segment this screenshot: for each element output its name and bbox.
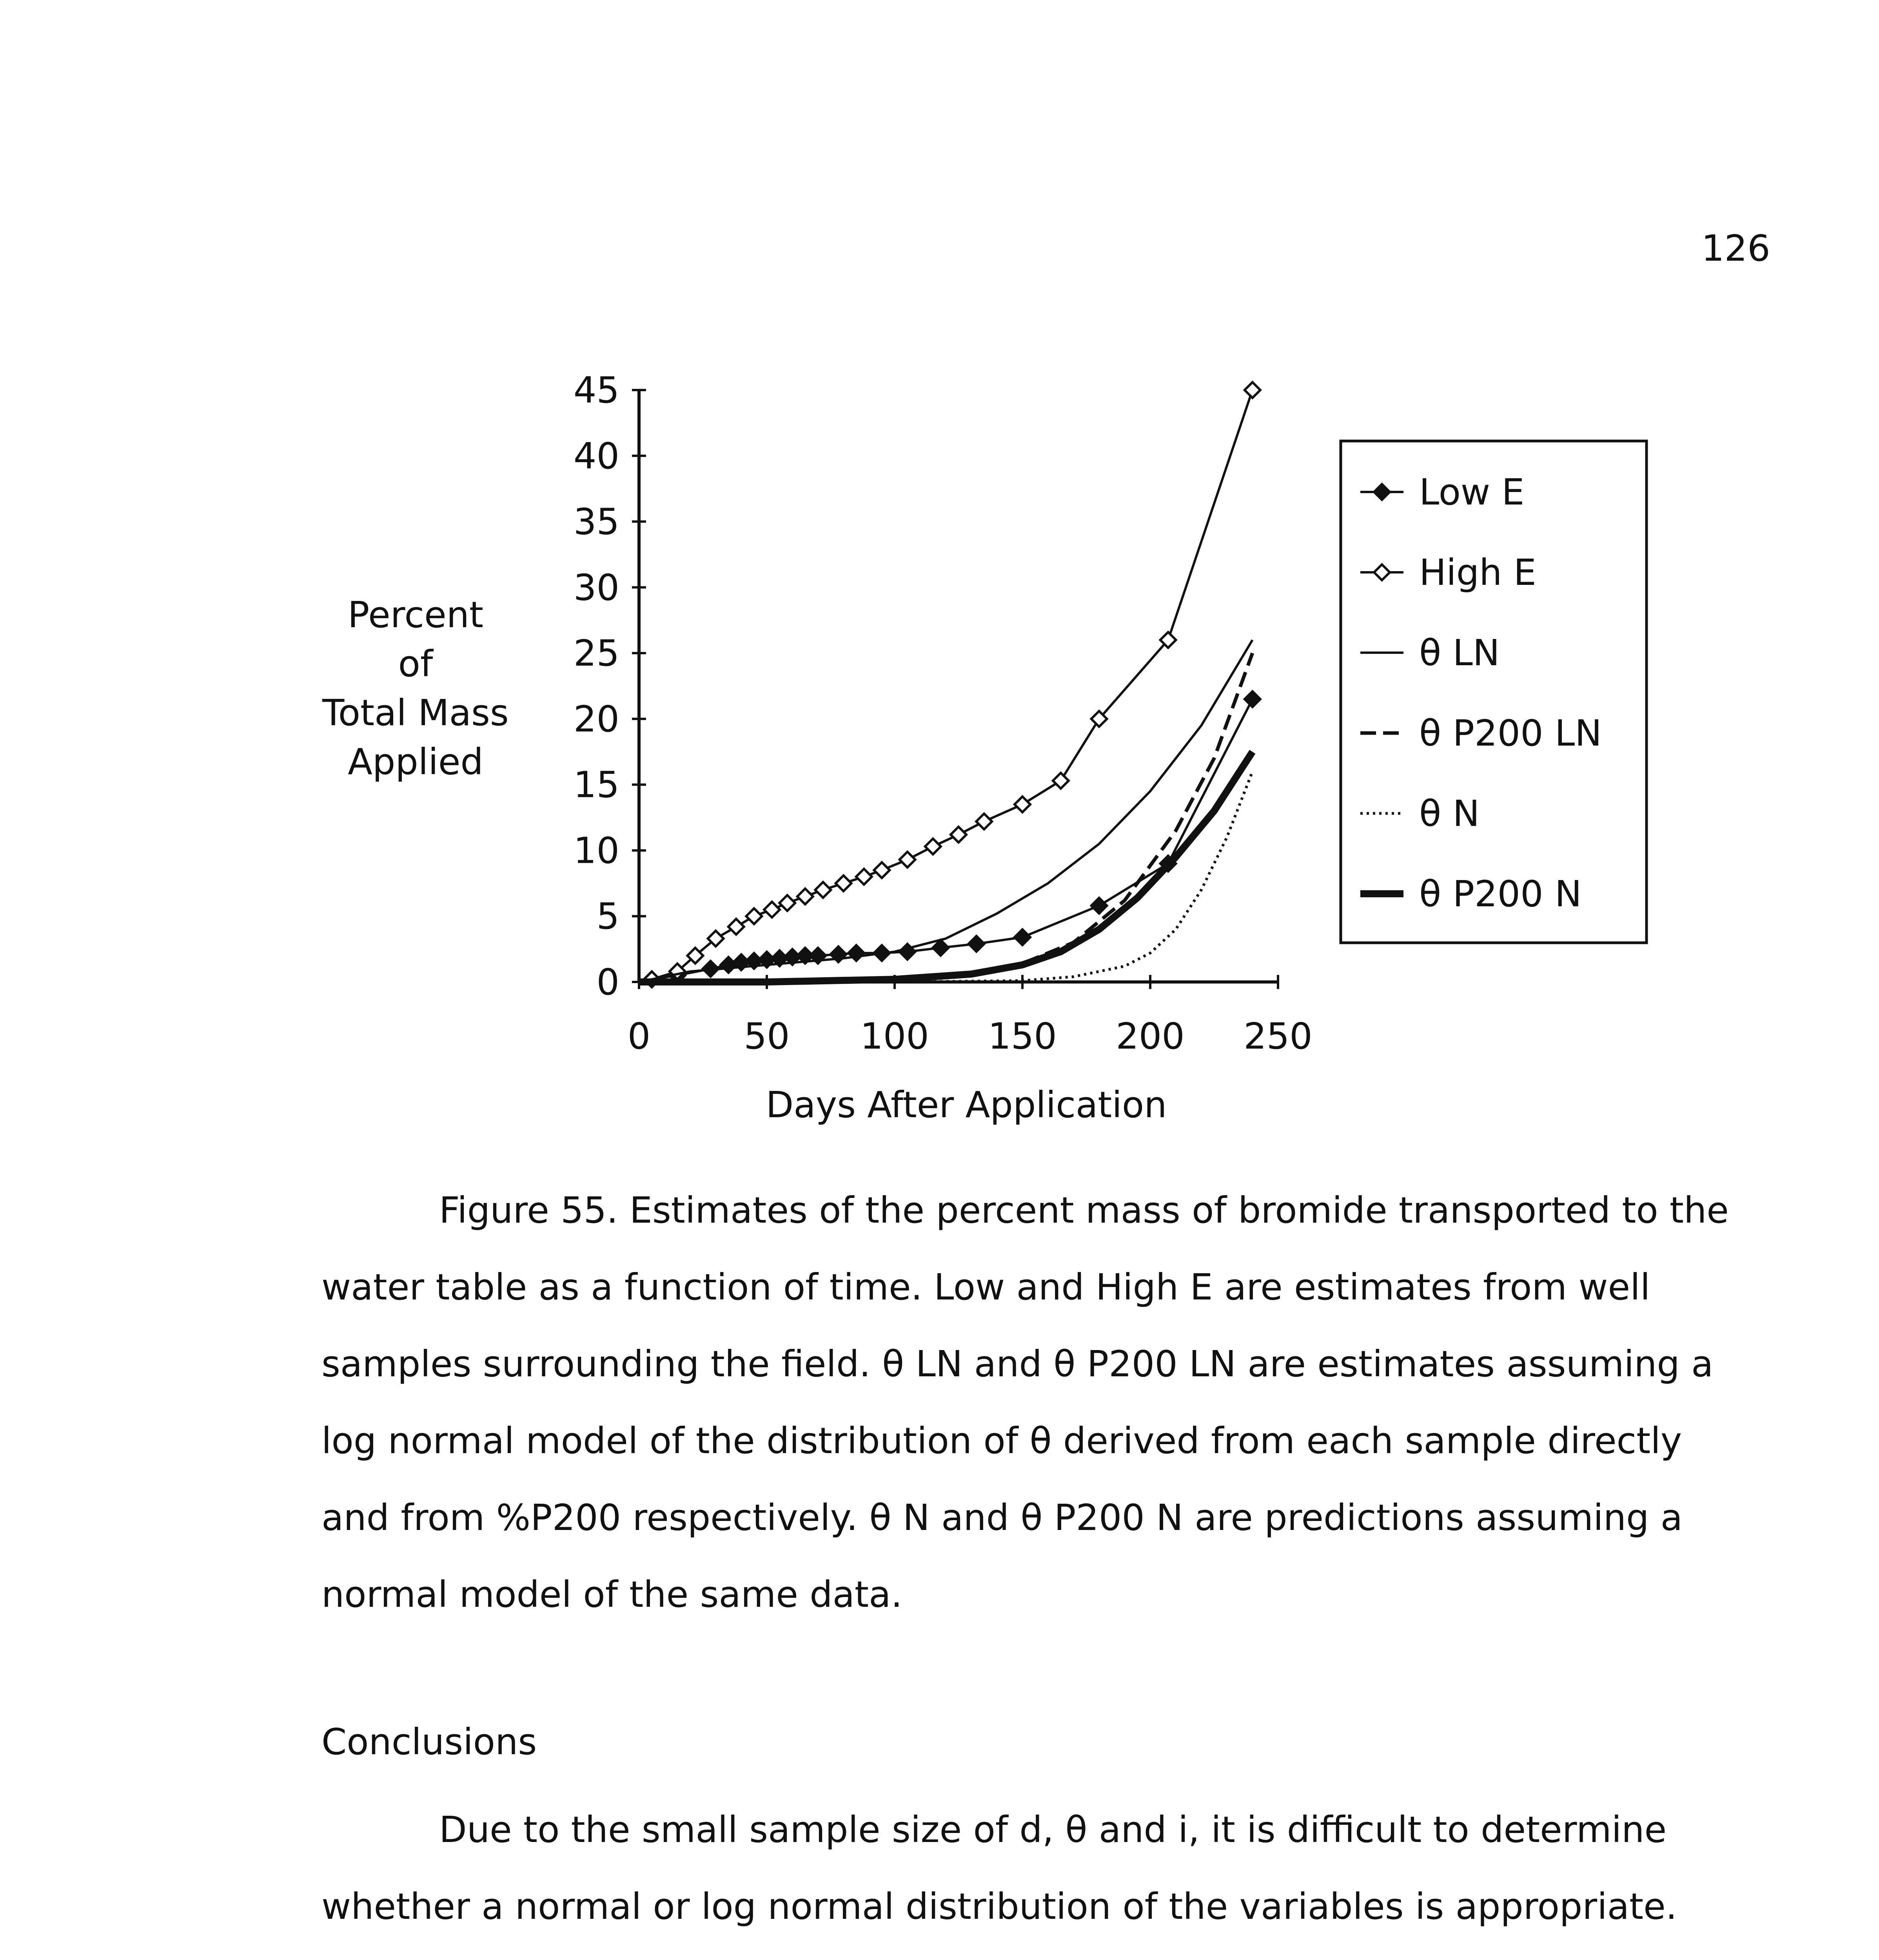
y-tick-label: 20	[573, 698, 619, 740]
data-point	[779, 895, 795, 911]
data-point	[874, 862, 890, 878]
series-line	[639, 653, 1253, 982]
data-point	[815, 882, 831, 898]
data-point	[1245, 382, 1260, 398]
data-point	[1245, 691, 1260, 707]
data-point	[836, 875, 851, 891]
section-heading: Conclusions	[321, 1721, 537, 1763]
data-point	[797, 889, 813, 904]
data-point	[856, 869, 872, 885]
legend-box	[1341, 441, 1647, 943]
x-tick-label: 250	[1244, 1015, 1313, 1057]
y-tick-label: 10	[573, 829, 619, 872]
figure-caption: Figure 55. Estimates of the percent mass of bromide transported to the water table as a function of time. Low and High E are estimates from well samples surrounding the field. θ LN and θ P200 LN are estimates assuming a log normal model of the distribution of θ derived from each sample directly and from %P200 respectively. θ N and θ P200 N are predictions assuming a normal model of the same data.	[321, 1189, 1729, 1615]
y-axis-label-line: Applied	[348, 741, 483, 783]
chart-legend	[1341, 441, 1647, 943]
series-line	[652, 699, 1253, 980]
data-point	[721, 957, 736, 973]
x-tick-label: 150	[988, 1015, 1057, 1057]
legend-entry-label: θ P200 N	[1419, 873, 1582, 915]
x-tick-label: 100	[860, 1015, 929, 1057]
data-point	[925, 838, 941, 854]
data-point	[1091, 898, 1107, 913]
x-tick-label: 200	[1116, 1015, 1185, 1057]
page-number: 126	[1701, 227, 1770, 269]
data-point	[764, 902, 780, 917]
data-point	[969, 936, 984, 952]
data-point	[900, 852, 915, 867]
series-line	[652, 390, 1253, 979]
y-axis-label-line: Percent	[347, 594, 484, 636]
body-paragraph	[321, 1791, 1741, 1960]
y-tick-label: 30	[573, 566, 619, 609]
data-point	[1053, 773, 1069, 789]
data-point	[746, 908, 762, 924]
data-point	[1015, 929, 1030, 945]
legend-entry-label: θ N	[1419, 793, 1480, 835]
legend-entry-label: High E	[1419, 552, 1536, 593]
legend-entry-label: Low E	[1419, 471, 1525, 513]
x-axis-label: Days After Application	[766, 1084, 1167, 1126]
y-axis-label	[322, 594, 509, 783]
x-tick-label: 0	[627, 1015, 651, 1057]
y-tick-label: 0	[596, 961, 619, 1003]
y-tick-label: 45	[573, 369, 619, 411]
series-layer	[639, 382, 1260, 987]
legend-entry-label: θ P200 LN	[1419, 712, 1602, 754]
y-tick-label: 40	[573, 435, 619, 477]
y-axis-label-line: Total Mass	[322, 692, 509, 734]
data-point	[976, 814, 992, 829]
data-point	[1015, 797, 1030, 812]
x-tick-label: 50	[744, 1015, 790, 1057]
y-axis-label-line: of	[398, 643, 433, 685]
y-tick-label: 5	[596, 895, 619, 938]
legend-entry-label: θ LN	[1419, 632, 1500, 674]
y-tick-label: 15	[573, 764, 619, 806]
y-tick-label: 25	[573, 632, 619, 675]
data-point	[728, 919, 744, 935]
data-point	[951, 827, 966, 842]
body-text-part1: Due to the small sample size of d, θ and i, it is difficult to determine whether a normal or log normal distribution of the variables is appropriate.	[321, 1809, 1677, 1927]
y-tick-label: 35	[573, 501, 619, 543]
